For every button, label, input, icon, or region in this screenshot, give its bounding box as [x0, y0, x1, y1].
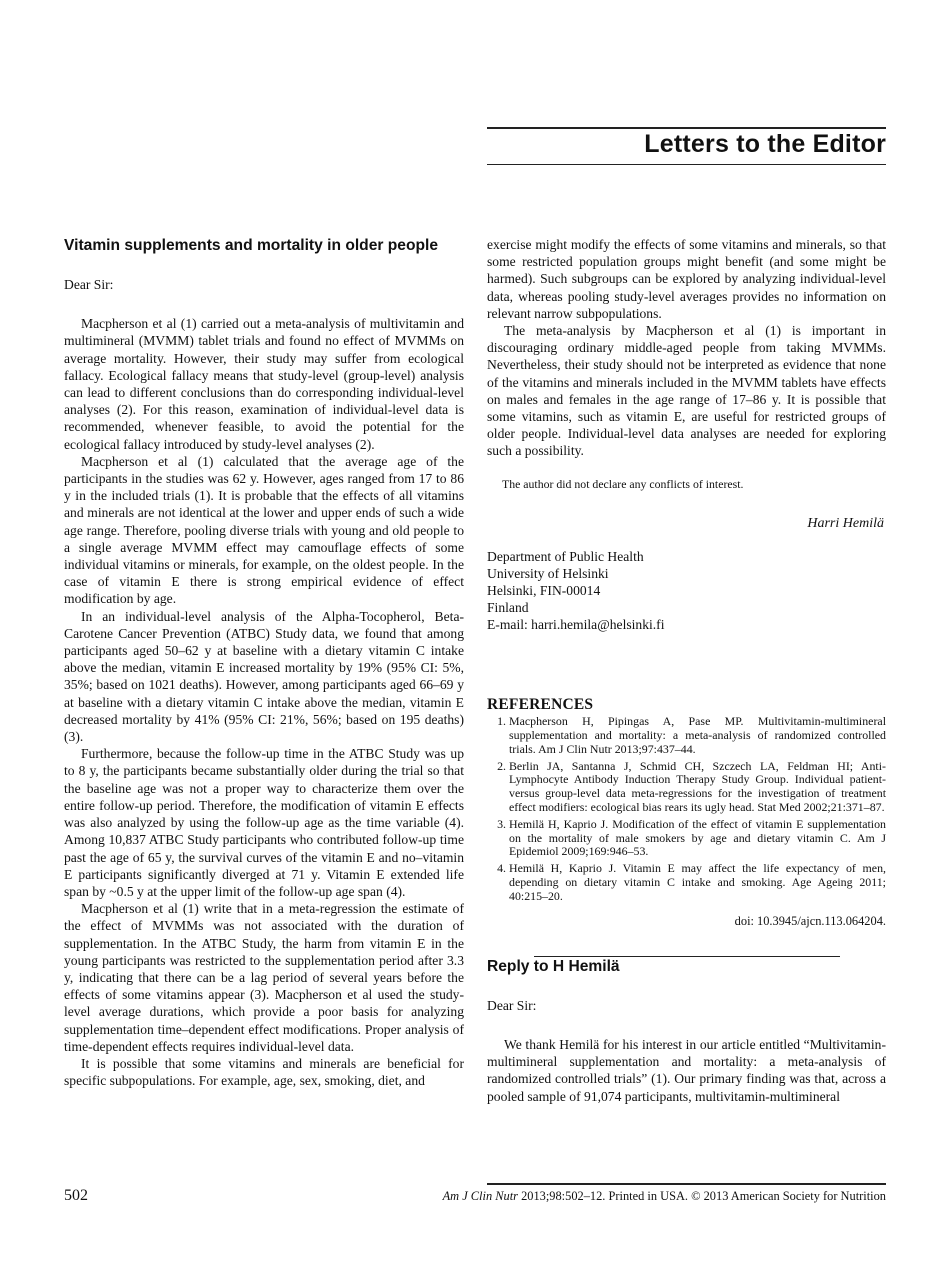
references-list — [487, 715, 886, 903]
reference-item: 2. Berlin JA, Santanna J, Schmid CH, Szczech LA, Feldman HI; Anti-Lymphocyte Antibody Induction Therapy Study Group. Individual patient- versus group-level data meta-regressions for the investigation of treatment effect modifiers: ecological bias rears its ugly head. Stat Med 2002;21:371–87. — [509, 760, 886, 815]
footer-rule — [487, 1183, 886, 1185]
reply-paragraph: We thank Hemilä for his interest in our article entitled “Multivitamin-multimineral supplementation and mortality: a meta-analysis of randomized controlled trials” (1). Our primary finding was that, across a pooled sample of 91,074 participants, multivitamin-multimineral — [487, 1037, 886, 1104]
page-number: 502 — [64, 1187, 88, 1204]
footer-citation — [443, 1189, 886, 1204]
journal-name: Am J Clin Nutr — [442, 1189, 518, 1203]
conflict-statement: The author did not declare any conflicts of interest. — [502, 476, 744, 491]
reply-title: Reply to H Hemilä — [487, 957, 620, 975]
body-paragraph: Macpherson et al (1) calculated that the average age of the participants in the studies was 62 y. However, ages ranged from 17 to 86 y in the included trials (1). It is probable that the effects of all vitamins and minerals are not identical at the lower and upper ends of such a wide age range. Therefore, pooling diverse trials with young and old people to a single average MVMM effect may camouflage effects of some individual vitamins or minerals, for example, on the oldest people. In the case of vitamin E there is strong empirical evidence of effect modification by age. — [64, 453, 464, 607]
body-paragraph: The meta-analysis by Macpherson et al (1) is important in discouraging ordinary middle-aged people from taking MVMMs. Nevertheless, their study should not be interpreted as evidence that none of the vitamins and minerals included in the MVMM tablets have effects on males and females in the age range of 17–86 y. It is possible that some vitamins, such as vitamin E, are useful for restricted groups of older people. Individual-level data analyses are needed for exploring such a possibility. — [487, 323, 886, 459]
body-paragraph: Furthermore, because the follow-up time in the ATBC Study was up to 8 y, the participants became substantially older during the trial so that the baseline age was not a proper way to characterize them over the entire follow-up period. Therefore, the modification of vitamin E effects was also analyzed by using the follow-up age as the time variable (4). Among 10,837 ATBC Study participants who contributed follow-up time past the age of 65 y, the survival curves of the vitamin E and no–vitamin E participants significantly diverged at 71 y. Vitamin E extended life span by ~0.5 y at the upper limit of the follow-up age span (4). — [64, 746, 464, 899]
address-line: Helsinki, FIN-00014 — [487, 583, 601, 599]
citation-text: 2013;98:502–12. Printed in USA. © 2013 American Society for Nutrition — [517, 1189, 886, 1203]
salutation: Dear Sir: — [64, 277, 114, 292]
email-line: E-mail: harri.hemila@helsinki.fi — [487, 617, 665, 633]
section-title: Letters to the Editor — [644, 130, 886, 158]
right-column — [487, 236, 886, 1105]
body-paragraph: Macpherson et al (1) write that in a meta-regression the estimate of the effect of MVMMs was not associated with the duration of supplementation. In the ATBC Study, the harm from vitamin E in the young participants was restricted to the supplementation period after 3.3 y, indicating that there can be a lag period of several years before the effects of some vitamins appear (3). Macpherson et al used the study-level average durations, which provide a poor basis for analyzing supplementation time–dependent effect modifications. Proper analysis of time-dependent effects requires individual-level data. — [64, 901, 464, 1054]
references-heading: REFERENCES — [487, 696, 594, 714]
body-paragraph: exercise might modify the effects of some vitamins and minerals, so that some restricted population groups might benefit (and some might be harmed). Such subgroups can be explored by analyzing individual-level data, whereas pooling study-level averages provides no information on relevant narrow subpopulations. — [487, 237, 886, 321]
address-line: University of Helsinki — [487, 566, 609, 582]
reference-item: 3. Hemilä H, Kaprio J. Modification of the effect of vitamin E supplementation on the mortality of male smokers by age and dietary vitamin C. Am J Epidemiol 2009;169:946–53. — [509, 818, 886, 859]
reply-salutation: Dear Sir: — [487, 997, 537, 1013]
body-paragraph: It is possible that some vitamins and minerals are beneficial for specific subpopulations. For example, age, sex, smoking, diet, and — [64, 1055, 464, 1089]
body-paragraph: In an individual-level analysis of the Alpha-Tocopherol, Beta-Carotene Cancer Prevention (ATBC) Study data, we found that among participants aged 50–62 y at baseline with a dietary vitamin C intake above the median, vitamin E increased mortality by 19% (95% CI: 5%, 35%; based on 1021 deaths). However, among participants aged 66–69 y at baseline with a dietary vitamin C intake above the median, vitamin E decreased mortality by 41% (95% CI: 21%, 56%; based on 195 deaths) (3). — [64, 608, 464, 745]
body-paragraph: Macpherson et al (1) carried out a meta-analysis of multivitamin and multimineral (MVMM) tablet trials and found no effect of MVMMs on average mortality. However, their study may suffer from ecological fallacy. Ecological fallacy means that study-level (group-level) analysis can lead to different conclusions than do corresponding individual-level analyses (2). For this reason, examination of individual-level data is recommended, whenever feasible, to avoid the potential for the ecological fallacy introduced by study-level analyses (2). — [64, 316, 464, 452]
header-bottom-rule — [487, 164, 886, 165]
article-title: Vitamin supplements and mortality in older people — [64, 237, 439, 254]
header-top-rule — [487, 127, 886, 129]
reference-item: 4. Hemilä H, Kaprio J. Vitamin E may affect the life expectancy of men, depending on dietary vitamin C intake and smoking. Age Ageing 2011; 40:215–20. — [509, 862, 886, 903]
left-column — [64, 236, 464, 1089]
author-name: Harri Hemilä — [807, 515, 884, 531]
reference-item: 1. Macpherson H, Pipingas A, Pase MP. Multivitamin-multimineral supplementation and mortality: a meta-analysis of randomized controlled trials. Am J Clin Nutr 2013;97:437–44. — [509, 715, 886, 756]
address-line: Department of Public Health — [487, 549, 644, 565]
doi: doi: 10.3945/ajcn.113.064204. — [734, 913, 886, 928]
address-line: Finland — [487, 600, 529, 616]
author-address — [487, 548, 886, 633]
